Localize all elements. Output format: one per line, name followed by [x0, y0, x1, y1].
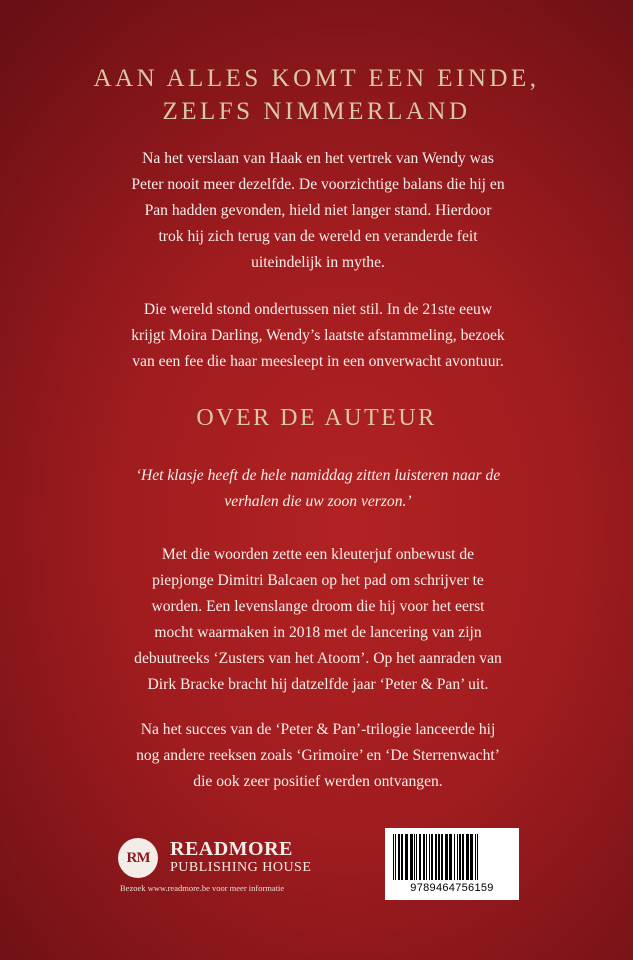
- text-line: Die wereld stond ondertussen niet stil. In de 21ste eeuw: [143, 301, 493, 318]
- publisher-block: [118, 836, 311, 880]
- barcode-bar: [419, 834, 421, 880]
- text-line: verhalen die uw zoon verzon.’: [224, 493, 412, 510]
- text-line: mocht waarmaken in 2018 met de lancering van zijn: [154, 624, 482, 641]
- barcode-bars: [391, 834, 513, 880]
- barcode-bar: [416, 834, 417, 880]
- publisher-logo-icon: [118, 838, 158, 878]
- headline-line-2: ZELFS NIMMERLAND: [162, 98, 471, 125]
- author-section-title: OVER DE AUTEUR: [196, 405, 437, 431]
- text-line: Pan hadden gevonden, hield niet langer stand. Hierdoor: [144, 202, 492, 219]
- text-line: van een fee die haar meesleept in een onverwacht avontuur.: [132, 353, 504, 370]
- text-line: Na het verslaan van Haak en het vertrek van Wendy was: [142, 150, 494, 167]
- barcode-bar: [454, 834, 455, 880]
- headline-line-1: AAN ALLES KOMT EEN EINDE,: [93, 65, 540, 92]
- barcode-bar: [423, 834, 425, 880]
- text-line: uiteindelijk in mythe.: [251, 254, 385, 271]
- text-line: debuutreeks ‘Zusters van het Atoom’. Op het aanraden van: [134, 650, 502, 667]
- barcode-bar: [438, 834, 440, 880]
- blurb-paragraph-1: [108, 146, 528, 276]
- barcode-bar: [475, 834, 476, 880]
- text-line: Dirk Bracke bracht hij datzelfde jaar ‘Peter & Pan’ uit.: [147, 676, 489, 693]
- barcode-bar: [410, 834, 413, 880]
- barcode-bar: [435, 834, 437, 880]
- text-line: nog andere reeksen zoals ‘Grimoire’ en ‘De Sterrenwacht’: [136, 747, 500, 764]
- text-line: Na het succes van de ‘Peter & Pan’-trilogie lanceerde hij: [140, 721, 496, 738]
- publisher-text: [170, 839, 311, 877]
- publisher-name: READMORE: [170, 838, 293, 860]
- text-line: die ook zeer positief werden ontvangen.: [193, 773, 443, 790]
- barcode-bar: [470, 834, 473, 880]
- author-paragraph-1: [108, 542, 528, 698]
- barcode-bar: [393, 834, 394, 880]
- text-line: krijgt Moira Darling, Wendy’s laatste afstammeling, bezoek: [131, 327, 505, 344]
- barcode-bar: [405, 834, 408, 880]
- barcode-bar: [414, 834, 415, 880]
- barcode-bar: [426, 834, 427, 880]
- text-line: Peter nooit meer dezelfde. De voorzichtige balans die hij en: [131, 176, 505, 193]
- barcode-bar: [459, 834, 461, 880]
- barcode-bar: [429, 834, 430, 880]
- blurb-paragraph-2: [108, 297, 528, 375]
- barcode-bar: [431, 834, 433, 880]
- author-paragraph-2: [108, 717, 528, 795]
- barcode-bar: [401, 834, 403, 880]
- headline: [0, 62, 633, 128]
- barcode-bar: [445, 834, 448, 880]
- barcode-bar: [395, 834, 396, 880]
- isbn-barcode: [385, 828, 519, 900]
- publisher-logo-text: RM: [126, 849, 150, 866]
- text-line: worden. Een levenslange droom die hij voor het eerst: [151, 598, 485, 615]
- barcode-bar: [398, 834, 400, 880]
- barcode-bar: [457, 834, 458, 880]
- text-line: piepjonge Dimitri Balcaen op het pad om schrijver te: [152, 572, 484, 589]
- isbn-number: 9789464756159: [410, 882, 494, 894]
- text-line: Met die woorden zette een kleuterjuf onbewust de: [161, 546, 475, 563]
- text-line: trok hij zich terug van de wereld en veranderde feit: [158, 228, 478, 245]
- publisher-website-note: Bezoek www.readmore.be voor meer informatie: [120, 883, 285, 893]
- author-quote: [108, 463, 528, 515]
- text-line: ‘Het klasje heeft de hele namiddag zitten luisteren naar de: [135, 467, 501, 484]
- barcode-bar: [477, 834, 478, 880]
- barcode-bar: [441, 834, 443, 880]
- barcode-bar: [466, 834, 469, 880]
- barcode-bar: [449, 834, 452, 880]
- barcode-bar: [462, 834, 464, 880]
- publisher-subtitle: PUBLISHING HOUSE: [170, 860, 312, 875]
